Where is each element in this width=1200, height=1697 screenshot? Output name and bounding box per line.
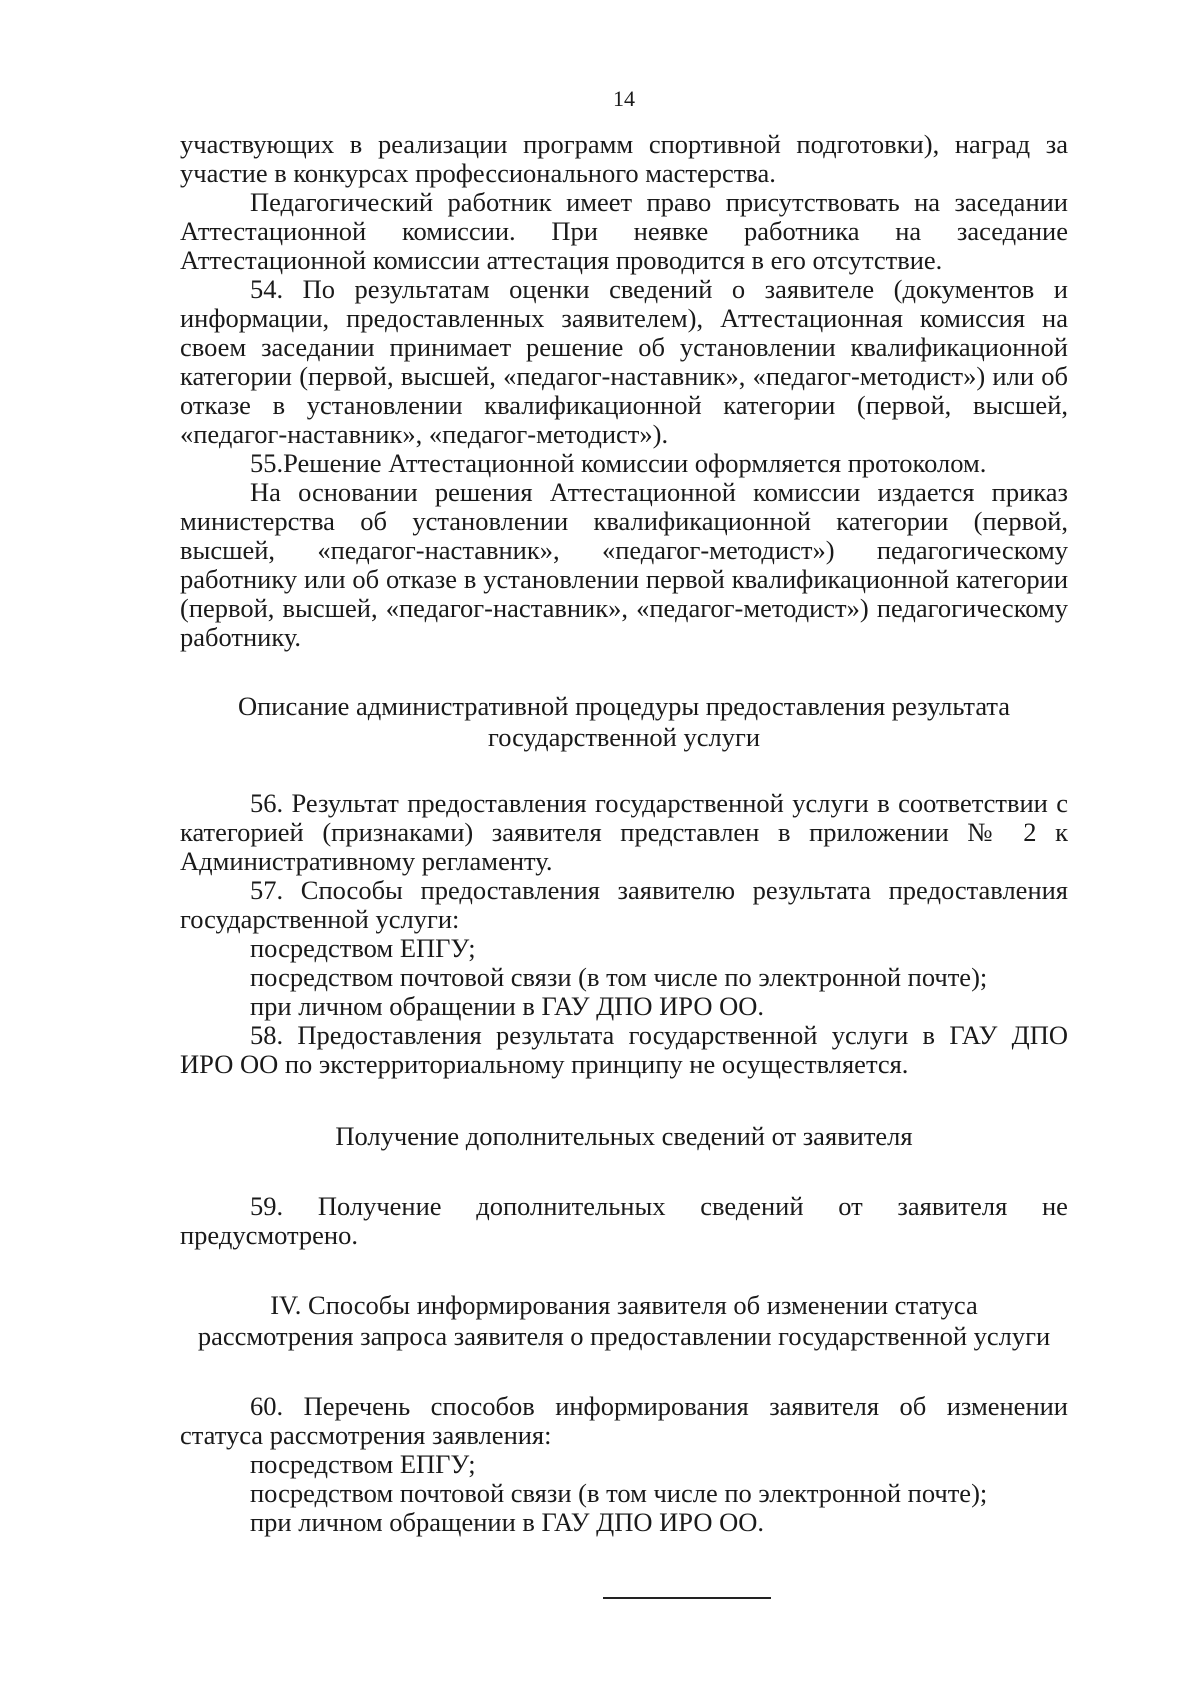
section-heading-result <box>180 691 1068 753</box>
paragraph-54: 54. По результатам оценки сведений о заявителе (документов и информации, предоставленных заявителем), Аттестационная комиссия на своем заседании принимает решение об установлении квалификационной категории (первой, высшей, «педагог-наставник», «педагог-методист») или об отказе в установлении квалификационной категории (первой, высшей, «педагог-наставник», «педагог-методист»). <box>180 274 1068 449</box>
page-number: 14 <box>613 86 635 111</box>
paragraph-59-end: предусмотрено. <box>180 1220 358 1250</box>
list-item: посредством почтовой связи (в том числе по электронной почте); <box>250 1478 988 1508</box>
paragraph-intro: участвующих в реализации программ спортивной подготовки), наград за участие в конкурсах профессионального мастерства. <box>180 129 1068 188</box>
paragraph-55-order: На основании решения Аттестационной комиссии издается приказ министерства об установлении квалификационной категории (первой, высшей, «педагог-наставник», «педагог-методист») педагогическому работнику или об отказе в установлении первой квалификационной категории (первой, высшей, «педагог-наставник», «педагог-методист») педагогическому работнику. <box>180 477 1068 652</box>
paragraph-attendance: Педагогический работник имеет право присутствовать на заседании Аттестационной комиссии. При неявке работника на заседание Аттестационной комиссии аттестация проводится в его отсутствие. <box>180 187 1068 275</box>
paragraph-58: 58. Предоставления результата государственной услуги в ГАУ ДПО ИРО ОО по экстерриториальному принципу не осуществляется. <box>180 1020 1068 1079</box>
word: дополнительных <box>476 1191 666 1221</box>
list-item: посредством ЕПГУ; <box>250 933 476 963</box>
word: не <box>1041 1191 1068 1221</box>
word: сведений <box>700 1191 804 1221</box>
list-item: при личном обращении в ГАУ ДПО ИРО ОО. <box>250 991 764 1021</box>
word: Получение <box>317 1191 442 1221</box>
list-item: при личном обращении в ГАУ ДПО ИРО ОО. <box>250 1507 764 1537</box>
paragraph-57: 57. Способы предоставления заявителю результата предоставления государственной услуги: <box>180 875 1068 934</box>
word: от <box>838 1191 863 1221</box>
heading-line: рассмотрения запроса заявителя о предоставлении государственной услуги <box>197 1321 1051 1351</box>
section-heading-additional <box>180 1121 1068 1152</box>
paragraph-56: 56. Результат предоставления государственной услуги в соответствии с категорией (признаками) заявителя представлен в приложении № 2 к Административному регламенту. <box>180 788 1068 876</box>
end-divider-line <box>603 1597 771 1599</box>
heading-line: IV. Способы информирования заявителя об изменении статуса <box>270 1290 978 1320</box>
word: заявителя <box>897 1191 1008 1221</box>
paragraph-55: 55.Решение Аттестационной комиссии оформляется протоколом. <box>250 448 987 478</box>
section-heading-iv <box>180 1290 1068 1352</box>
word: 59. <box>250 1191 284 1221</box>
list-item: посредством почтовой связи (в том числе по электронной почте); <box>250 962 988 992</box>
heading-line: Описание административной процедуры предоставления результата <box>237 691 1011 721</box>
paragraph-60: 60. Перечень способов информирования заявителя об изменении статуса рассмотрения заявления: <box>180 1391 1068 1450</box>
list-item: посредством ЕПГУ; <box>250 1449 476 1479</box>
heading-line: Получение дополнительных сведений от заявителя <box>335 1121 913 1151</box>
document-body <box>180 130 1068 1537</box>
paragraph-59 <box>180 1192 1068 1221</box>
heading-line: государственной услуги <box>487 722 761 752</box>
